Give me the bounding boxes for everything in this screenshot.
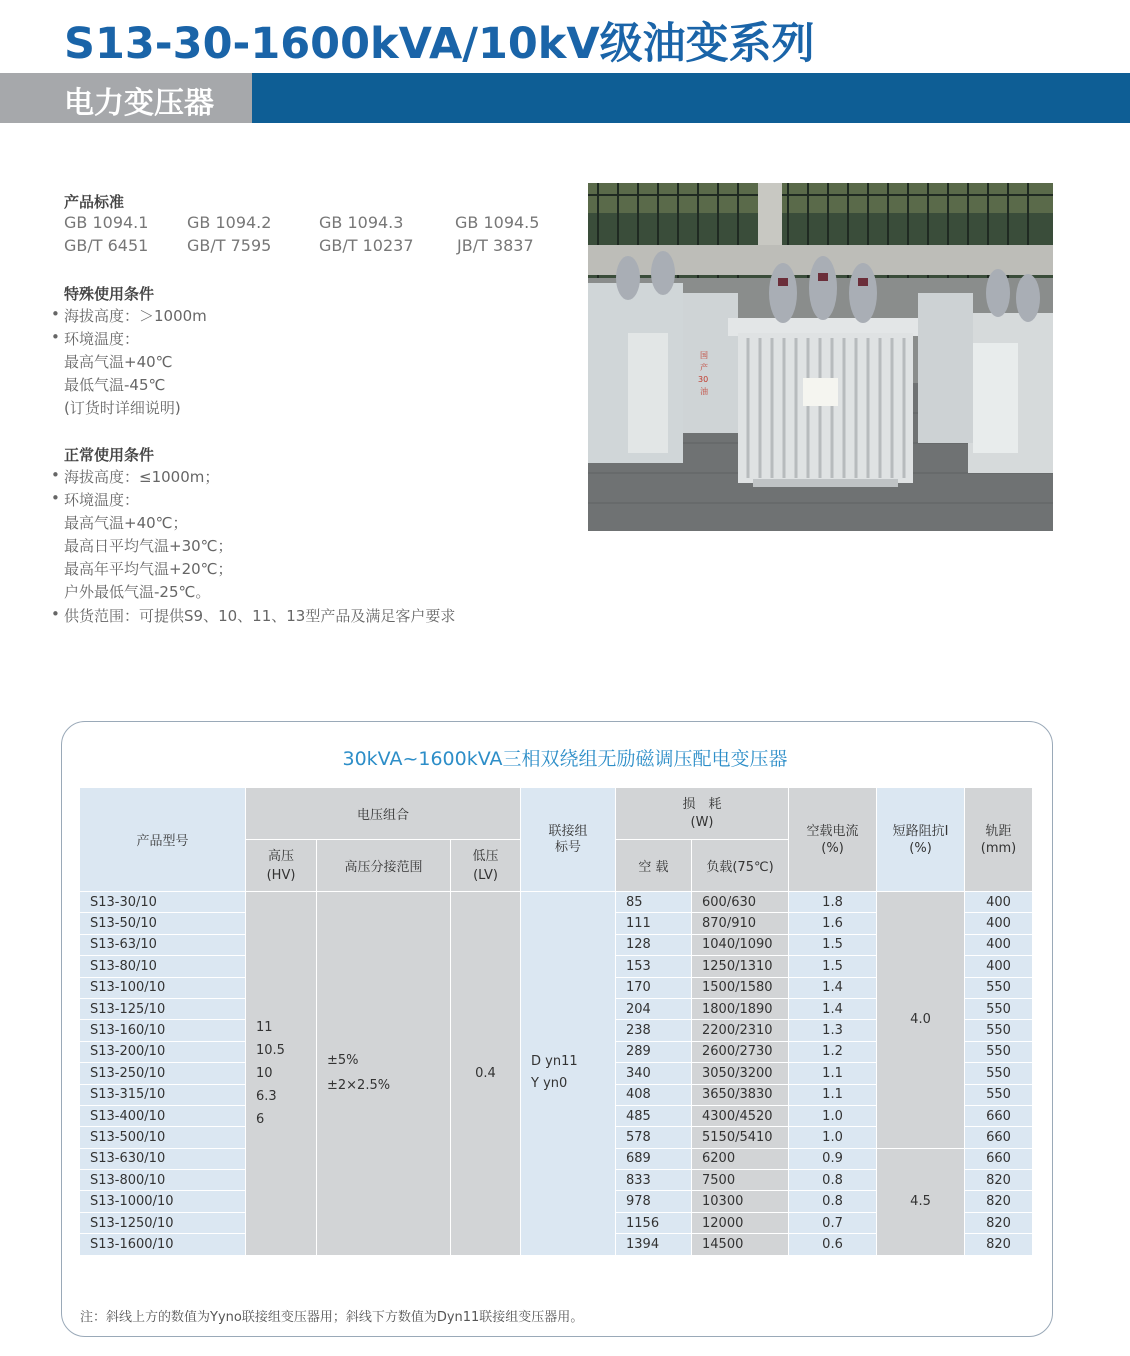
no-load-loss-cell: 128: [616, 934, 692, 955]
gauge-cell: 550: [965, 998, 1033, 1019]
header-hv: [246, 840, 317, 892]
model-cell: S13-1600/10: [80, 1234, 246, 1255]
standard-code: GB/T 6451: [64, 236, 149, 255]
special-condition-line: 最高气温+40℃: [64, 353, 173, 371]
header-loss-label: 损 耗: [682, 796, 722, 812]
no-load-current-cell: 1.1: [789, 1063, 877, 1084]
model-cell: S13-400/10: [80, 1105, 246, 1126]
table-row: [80, 892, 1033, 913]
standard-code: GB 1094.1: [64, 213, 149, 232]
header-hv-unit: (HV): [266, 867, 296, 883]
standard-code: GB 1094.2: [187, 213, 272, 232]
load-loss-cell: 4300/4520: [692, 1105, 789, 1126]
normal-condition-line: • 海拔高度：≤1000m；: [64, 466, 219, 487]
header-load: 负载(75℃): [692, 840, 789, 892]
gauge-cell: 660: [965, 1127, 1033, 1148]
gauge-cell: 550: [965, 1020, 1033, 1041]
no-load-loss-cell: 833: [616, 1170, 692, 1191]
impedance-cell: 4.5: [877, 1148, 965, 1255]
normal-condition-line: 最高气温+40℃；: [64, 514, 188, 532]
sticker-text: 国: [700, 351, 708, 360]
header-no-load-current-unit: (%): [821, 840, 844, 856]
header-gauge: [965, 788, 1033, 892]
model-cell: S13-200/10: [80, 1041, 246, 1062]
no-load-loss-cell: 153: [616, 956, 692, 977]
hv-value: 10: [256, 1065, 273, 1081]
transformer-photo: [588, 183, 1053, 531]
model-cell: S13-160/10: [80, 1020, 246, 1041]
header-impedance: [877, 788, 965, 892]
gauge-cell: 400: [965, 956, 1033, 977]
no-load-loss-cell: 170: [616, 977, 692, 998]
special-condition-line: (订货时详细说明): [64, 399, 181, 417]
header-no-load: 空 载: [616, 840, 692, 892]
header-impedance-label: 短路阻抗I: [892, 823, 949, 839]
load-loss-cell: 6200: [692, 1148, 789, 1169]
standard-code: GB/T 7595: [187, 236, 272, 255]
no-load-loss-cell: 204: [616, 998, 692, 1019]
model-cell: S13-50/10: [80, 913, 246, 934]
model-cell: S13-630/10: [80, 1148, 246, 1169]
no-load-loss-cell: 1394: [616, 1234, 692, 1255]
gauge-cell: 820: [965, 1234, 1033, 1255]
model-cell: S13-800/10: [80, 1170, 246, 1191]
no-load-current-cell: 0.6: [789, 1234, 877, 1255]
header-vector-group: [521, 788, 616, 892]
gauge-cell: 400: [965, 913, 1033, 934]
no-load-current-cell: 1.6: [789, 913, 877, 934]
load-loss-cell: 10300: [692, 1191, 789, 1212]
gauge-cell: 400: [965, 934, 1033, 955]
no-load-current-cell: 1.0: [789, 1127, 877, 1148]
table-caption: 30kVA~1600kVA三相双绕组无励磁调压配电变压器: [342, 748, 788, 770]
header-lv-unit: (LV): [473, 867, 498, 883]
header-no-load-current: [789, 788, 877, 892]
model-cell: S13-100/10: [80, 977, 246, 998]
hv-value: 11: [256, 1019, 273, 1035]
no-load-current-cell: 1.2: [789, 1041, 877, 1062]
model-cell: S13-250/10: [80, 1063, 246, 1084]
load-loss-cell: 7500: [692, 1170, 789, 1191]
normal-condition-line: 最高日平均气温+30℃；: [64, 537, 233, 555]
load-loss-cell: 12000: [692, 1212, 789, 1233]
model-cell: S13-80/10: [80, 956, 246, 977]
model-cell: S13-1000/10: [80, 1191, 246, 1212]
vector-group-value: Y yn0: [531, 1076, 568, 1092]
section-band-label: 电力变压器: [64, 86, 214, 121]
no-load-current-cell: 1.4: [789, 977, 877, 998]
header-vector-group-line1: 联接组: [548, 823, 588, 839]
header-gauge-unit: (mm): [980, 840, 1017, 856]
model-cell: S13-1250/10: [80, 1212, 246, 1233]
gauge-cell: 660: [965, 1105, 1033, 1126]
normal-condition-line: 最高年平均气温+20℃；: [64, 560, 233, 578]
header-band-blue: [252, 73, 1130, 123]
model-cell: S13-63/10: [80, 934, 246, 955]
normal-condition-line: 户外最低气温-25℃。: [64, 583, 211, 601]
load-loss-cell: 600/630: [692, 892, 789, 913]
load-loss-cell: 1040/1090: [692, 934, 789, 955]
model-cell: S13-500/10: [80, 1127, 246, 1148]
hv-value: 6: [256, 1111, 265, 1127]
no-load-loss-cell: 689: [616, 1148, 692, 1169]
no-load-loss-cell: 340: [616, 1063, 692, 1084]
normal-conditions-heading: 正常使用条件: [64, 446, 155, 464]
tap-range-cell: [317, 892, 451, 1256]
no-load-current-cell: 1.5: [789, 934, 877, 955]
standards-heading: 产品标准: [64, 193, 125, 211]
standard-code: GB 1094.5: [455, 213, 540, 232]
hv-value: 6.3: [256, 1088, 277, 1104]
sticker-text: 产: [700, 363, 708, 372]
gauge-cell: 550: [965, 977, 1033, 998]
no-load-loss-cell: 85: [616, 892, 692, 913]
spec-table: [79, 787, 1033, 1256]
sticker-text: 油: [700, 387, 708, 396]
header-vector-group-line2: 标号: [554, 839, 581, 855]
no-load-loss-cell: 978: [616, 1191, 692, 1212]
sticker-text: 30: [698, 375, 709, 384]
gauge-cell: 820: [965, 1170, 1033, 1191]
header-tap-range: 高压分接范围: [317, 840, 451, 892]
no-load-loss-cell: 408: [616, 1084, 692, 1105]
vector-group-cell: [521, 892, 616, 1256]
load-loss-cell: 1500/1580: [692, 977, 789, 998]
no-load-loss-cell: 578: [616, 1127, 692, 1148]
normal-condition-line: • 供货范围：可提供S9、10、11、13型产品及满足客户要求: [64, 605, 455, 626]
table-note: 注：斜线上方的数值为Yyno联接组变压器用；斜线下方数值为Dyn11联接组变压器用。: [80, 1310, 584, 1325]
load-loss-cell: 5150/5410: [692, 1127, 789, 1148]
header-loss-unit: (W): [690, 814, 714, 830]
gauge-cell: 660: [965, 1148, 1033, 1169]
lv-value-cell: 0.4: [451, 892, 521, 1256]
no-load-current-cell: 1.5: [789, 956, 877, 977]
normal-condition-line: • 环境温度：: [64, 489, 139, 510]
vector-group-value: D yn11: [531, 1054, 578, 1070]
special-condition-line: • 环境温度：: [64, 328, 139, 349]
model-cell: S13-30/10: [80, 892, 246, 913]
no-load-current-cell: 1.0: [789, 1105, 877, 1126]
tap-value: ±5%: [327, 1053, 359, 1069]
gauge-cell: 550: [965, 1084, 1033, 1105]
no-load-loss-cell: 485: [616, 1105, 692, 1126]
header-no-load-current-label: 空载电流: [806, 823, 859, 839]
gauge-cell: 820: [965, 1191, 1033, 1212]
header-model: 产品型号: [80, 788, 246, 892]
load-loss-cell: 3650/3830: [692, 1084, 789, 1105]
header-impedance-unit: (%): [909, 840, 932, 856]
special-condition-line: • 海拔高度：＞1000m: [64, 305, 207, 326]
no-load-current-cell: 1.3: [789, 1020, 877, 1041]
model-cell: S13-315/10: [80, 1084, 246, 1105]
gauge-cell: 550: [965, 1063, 1033, 1084]
no-load-current-cell: 1.4: [789, 998, 877, 1019]
header-gauge-label: 轨距: [985, 823, 1012, 839]
no-load-current-cell: 0.9: [789, 1148, 877, 1169]
no-load-current-cell: 0.8: [789, 1170, 877, 1191]
tap-value: ±2×2.5%: [327, 1078, 391, 1094]
hv-value: 10.5: [256, 1042, 285, 1058]
load-loss-cell: 14500: [692, 1234, 789, 1255]
no-load-loss-cell: 289: [616, 1041, 692, 1062]
gauge-cell: 400: [965, 892, 1033, 913]
load-loss-cell: 1800/1890: [692, 998, 789, 1019]
standard-code: JB/T 3837: [457, 236, 534, 255]
model-cell: S13-125/10: [80, 998, 246, 1019]
no-load-loss-cell: 238: [616, 1020, 692, 1041]
load-loss-cell: 3050/3200: [692, 1063, 789, 1084]
standard-code: GB 1094.3: [319, 213, 404, 232]
special-conditions-heading: 特殊使用条件: [64, 285, 155, 303]
load-loss-cell: 1250/1310: [692, 956, 789, 977]
no-load-current-cell: 1.1: [789, 1084, 877, 1105]
special-condition-line: 最低气温-45℃: [64, 376, 166, 394]
no-load-loss-cell: 1156: [616, 1212, 692, 1233]
gauge-cell: 820: [965, 1212, 1033, 1233]
header-hv-label: 高压: [267, 848, 294, 864]
load-loss-cell: 2200/2310: [692, 1020, 789, 1041]
no-load-current-cell: 0.7: [789, 1212, 877, 1233]
load-loss-cell: 870/910: [692, 913, 789, 934]
page-title: S13-30-1600kVA/10kV级油变系列: [64, 19, 815, 69]
gauge-cell: 550: [965, 1041, 1033, 1062]
header-lv: [451, 840, 521, 892]
impedance-cell: 4.0: [877, 892, 965, 1149]
load-loss-cell: 2600/2730: [692, 1041, 789, 1062]
standard-code: GB/T 10237: [319, 236, 414, 255]
header-voltage-combo: 电压组合: [246, 788, 521, 840]
hv-values-cell: [246, 892, 317, 1256]
header-loss: [616, 788, 789, 840]
no-load-loss-cell: 111: [616, 913, 692, 934]
no-load-current-cell: 0.8: [789, 1191, 877, 1212]
header-lv-label: 低压: [472, 848, 499, 864]
no-load-current-cell: 1.8: [789, 892, 877, 913]
